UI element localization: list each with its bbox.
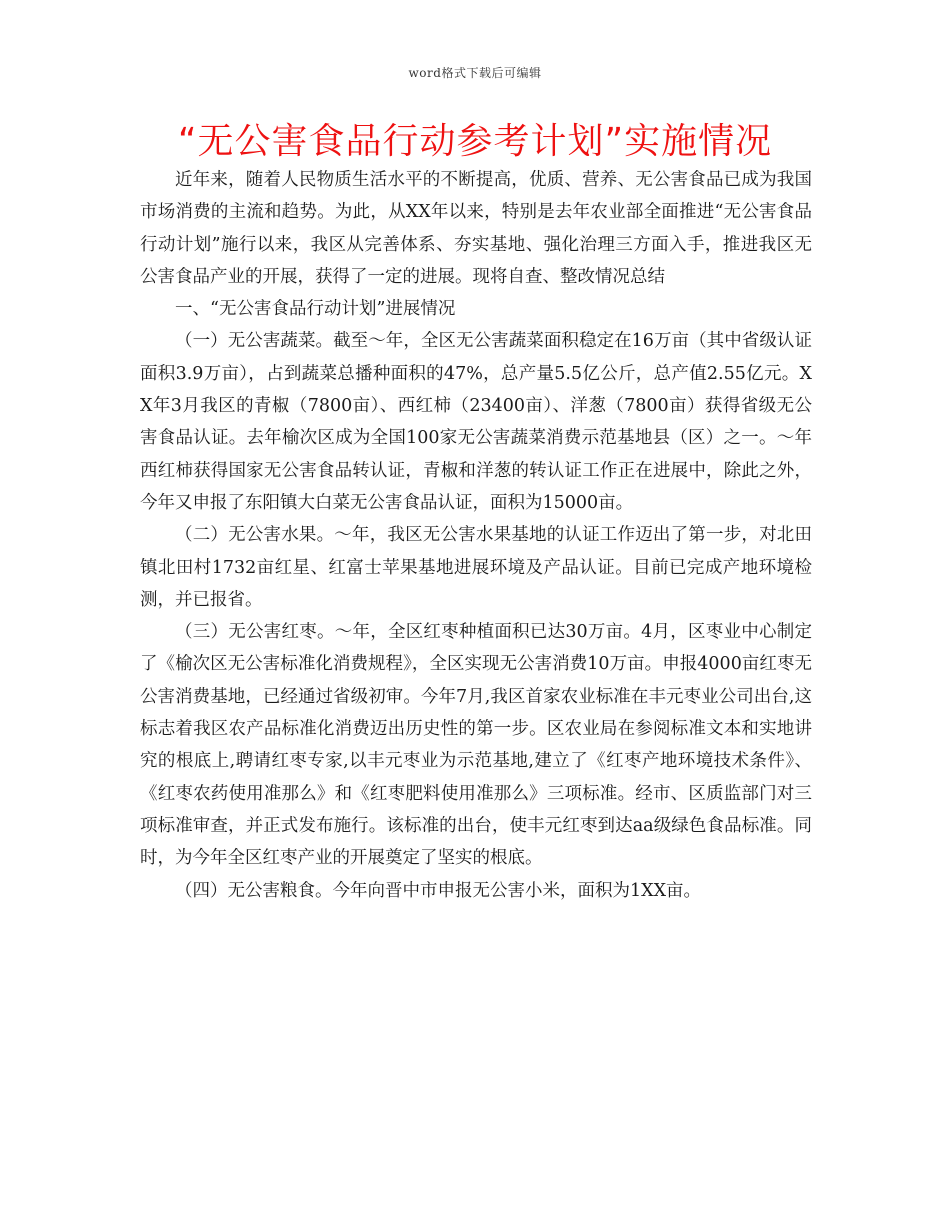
header-note: word格式下载后可编辑 — [408, 66, 542, 80]
document-body — [140, 164, 812, 907]
document-title: “无公害食品行动参考计划”实施情况 — [177, 121, 773, 162]
intro-paragraph: 近年来，随着人民物质生活水平的不断提高，优质、营养、无公害食品已成为我国市场消费的主流和趋势。为此，从XX年以来，特别是去年农业部全面推进“无公害食品行动计划”施行以来，我区从完善体系、夯实基地、强化治理三方面入手，推进我区无公害食品产业的开展，获得了一定的进展。现将自查、整改情况总结 — [140, 170, 812, 287]
vegetables-paragraph: （一）无公害蔬菜。截至～年，全区无公害蔬菜面积稳定在16万亩（其中省级认证面积3.9万亩），占到蔬菜总播种面积的47%，总产量5.5亿公斤，总产值2.55亿元。XX年3月我区的青椒（7800亩）、西红柿（23400亩）、洋葱（7800亩）获得省级无公害食品认证。去年榆次区成为全国100家无公害蔬菜消费示范基地县（区）之一。～年西红柿获得国家无公害食品转认证，青椒和洋葱的转认证工作正在进展中，除此之外，今年又申报了东阳镇大白菜无公害食品认证，面积为15000亩。 — [140, 331, 812, 513]
jujube-paragraph: （三）无公害红枣。～年，全区红枣种植面积已达30万亩。4月，区枣业中心制定了《榆次区无公害标准化消费规程》，全区实现无公害消费10万亩。申报4000亩红枣无公害消费基地，已经通过省级初审。今年7月,我区首家农业标准在丰元枣业公司出台,这标志着我区农产品标准化消费迈出历史性的第一步。区农业局在参阅标准文本和实地讲究的根底上,聘请红枣专家,以丰元枣业为示范基地,建立了《红枣产地环境技术条件》、《红枣农药使用准那么》和《红枣肥料使用准那么》三项标准。经市、区质监部门对三项标准审查，并正式发布施行。该标准的出台，使丰元红枣到达aa级绿色食品标准。同时，为今年全区红枣产业的开展奠定了坚实的根底。 — [140, 622, 812, 869]
section-heading: 一、“无公害食品行动计划”进展情况 — [175, 299, 456, 320]
fruit-paragraph: （二）无公害水果。～年，我区无公害水果基地的认证工作迈出了第一步，对北田镇北田村1732亩红星、红富士苹果基地进展环境及产品认证。目前已完成产地环境检测，并已报省。 — [140, 525, 812, 610]
grain-paragraph: （四）无公害粮食。今年向晋中市申报无公害小米，面积为1XX亩。 — [175, 880, 702, 901]
